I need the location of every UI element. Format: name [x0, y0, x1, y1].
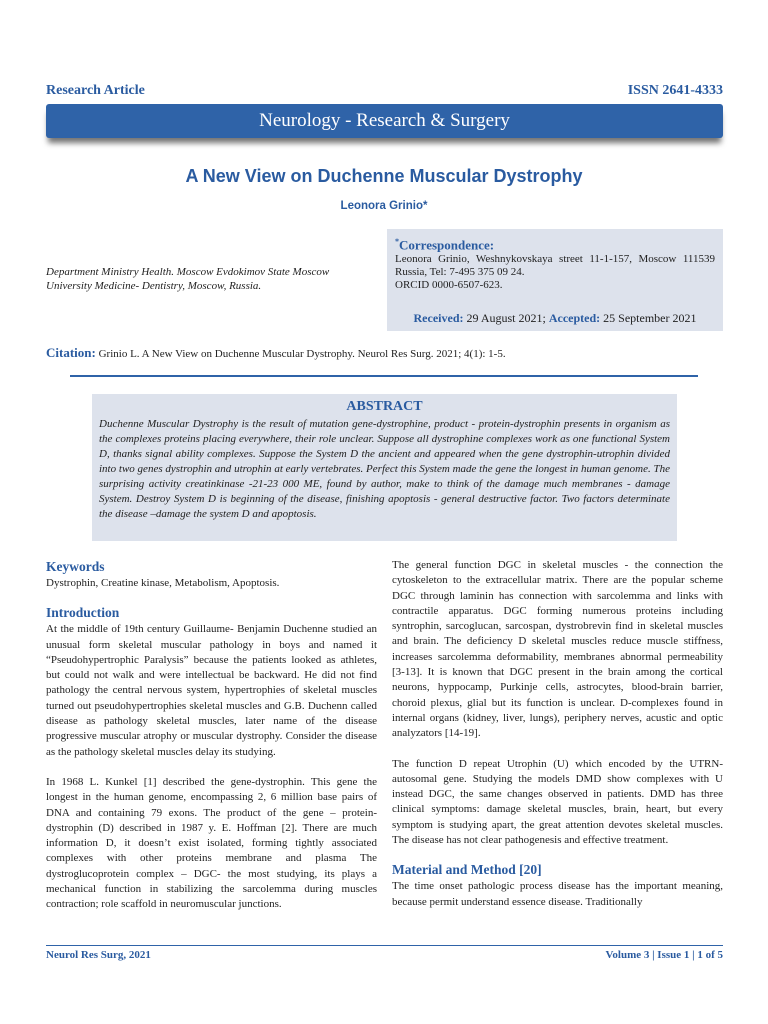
accepted-label: Accepted: — [548, 311, 601, 325]
citation-line — [46, 345, 506, 361]
introduction-paragraph-2: In 1968 L. Kunkel [1] described the gene-dystrophin. This gene the longest in the human genome, encompassing 2, 6 million base pairs of DNA and containing 79 exons. The product of the gene – protein-dystrophin (D) described in 1987 y. E. Hoffman [2]. There are much information D, it doesn’t exist isolated, forming tightly associated complexes with other proteins membrane and plasma The dystroglucoprotein complex – DGC- the most studying, its plays a mechanical function in stabilizing the sarcolemma during muscles contraction; role scaffold in neuromuscular junctions. — [46, 775, 377, 911]
abstract-heading: ABSTRACT — [346, 399, 423, 414]
citation-label: Citation: — [46, 345, 96, 360]
author-affiliation: Department Ministry Health. Moscow Evdokimov State Moscow University Medicine- Dentistry, Moscow, Russia. — [46, 266, 330, 292]
abstract-text: Duchenne Muscular Dystrophy is the result of mutation gene-dystrophine, product - protein-dystrophin presents in organism as the complexes proteins placing everywhere, their role unclear. Suppose all dystrophine complexes work as one functional System D, thanks signal ability complexes. Suppose the System D the ancient and appeared when the gene dystrophin-utrophin divided into two genes dystrophin and utrophin at early vertebrates. Perfect this System made the gene the longest in human genome. The surprising activity creatinkinase -21-23 000 ME, found by author, make to think of the damage much membranes - damage System. Destroy System D is beginning of the disease, finishing apoptosis - general destructive factor. Two factors determinate the disease –damage the system D and apoptosis. — [99, 418, 670, 520]
body-paragraph-dgc: The general function DGC in skeletal muscles - the connection the cytoskeleton to the extracellular matrix. There are the popular scheme DGC through laminin has connection with sarcolemma and links with contractile apparatus. DGC forming numerous proteins including syntrophin, sarcoglucan, sarcospan, dystrobrevin find in skeletal muscles and brain. The deficiency D skeletal muscles reduce muscle stiffness, increases sarcolemma deformability, membranes abnormal permeability [3-13]. It is known that DGC present in the brain among the cortical neurons, hyppocamp, Purkinje cells, astrocytes, blood-brain barrier, choroid plexus, glial but its function is unclear. D-complexes found in internal organs (kidney, liver, lungs), periphery nerves, acustic and optic analyzators [14-19]. — [392, 559, 723, 740]
accepted-date: 25 September 2021 — [603, 311, 697, 325]
footer-journal: Neurol Res Surg, 2021 — [46, 949, 151, 961]
correspondence-heading — [395, 234, 715, 253]
right-column — [392, 558, 723, 910]
article-dates — [387, 312, 723, 325]
introduction-heading: Introduction — [46, 605, 120, 621]
material-method-heading: Material and Method [20] — [392, 862, 542, 878]
correspondence-marker: * — [395, 237, 399, 246]
correspondence-heading-text: Correspondence: — [399, 237, 495, 253]
article-author: Leonora Grinio* — [340, 200, 428, 212]
footer-divider — [46, 945, 723, 946]
footer-page-info: Volume 3 | Issue 1 | 1 of 5 — [605, 949, 723, 961]
citation-text: Grinio L. A New View on Duchenne Muscular Dystrophy. Neurol Res Surg. 2021; 4(1): 1-5. — [98, 348, 506, 360]
correspondence-orcid: ORCID 0000-6507-623. — [395, 279, 503, 292]
correspondence-address: Leonora Grinio, Weshnykovskaya street 11-1-157, Moscow 111539 Russia, Tel: 7-495 375 09 24. — [395, 253, 715, 279]
body-paragraph-utrophin: The function D repeat Utrophin (U) which encoded by the UTRN- autosomal gene. Studying the models DMD show complexes with U instead DGC, the same changes observed in patients. DMD has three clinical symptoms: damage skeletal muscles, brain, heart, but every symptom is studying apart, the great attention devotes skeletal muscles. The disease has not clear pathogenesis and effective treatment. — [392, 757, 723, 847]
received-date: 29 August 2021; — [466, 311, 546, 325]
keywords-heading: Keywords — [46, 559, 105, 574]
introduction-paragraph-1: At the middle of 19th century Guillaume- Benjamin Duchenne studied an unusual form skeletal muscular pathology in boys and named it “Pseudohypertrophic Paralysis” because the patients looked as athletes, but could not walk and were intellectual be backward. He did not find pathology the central nervous system, hypertrophies of skeletal muscles turned out pseudohypertrophies skeletal muscles and G.B. Duchenn called disease as pathology skeletal muscles, later name of the disease progressive muscular atrophy or muscular dystrophy. Consider the disease as the pathology skeletal muscles delay its studying. — [46, 623, 377, 758]
section-divider — [70, 375, 698, 377]
body-paragraph-method: The time onset pathologic process disease has the important meaning, because permit understand essence disease. Traditionally — [392, 880, 723, 908]
keywords-text: Dystrophin, Creatine kinase, Metabolism, Apoptosis. — [46, 577, 280, 589]
article-type-label: Research Article — [46, 83, 145, 98]
abstract-panel — [92, 394, 677, 541]
journal-title: Neurology - Research & Surgery — [259, 110, 510, 131]
left-column — [46, 558, 377, 913]
received-label: Received: — [413, 311, 464, 325]
correspondence-panel — [387, 229, 723, 331]
issn-label: ISSN 2641-4333 — [627, 83, 723, 98]
article-title: A New View on Duchenne Muscular Dystrophy — [185, 166, 583, 186]
journal-banner — [46, 104, 723, 138]
